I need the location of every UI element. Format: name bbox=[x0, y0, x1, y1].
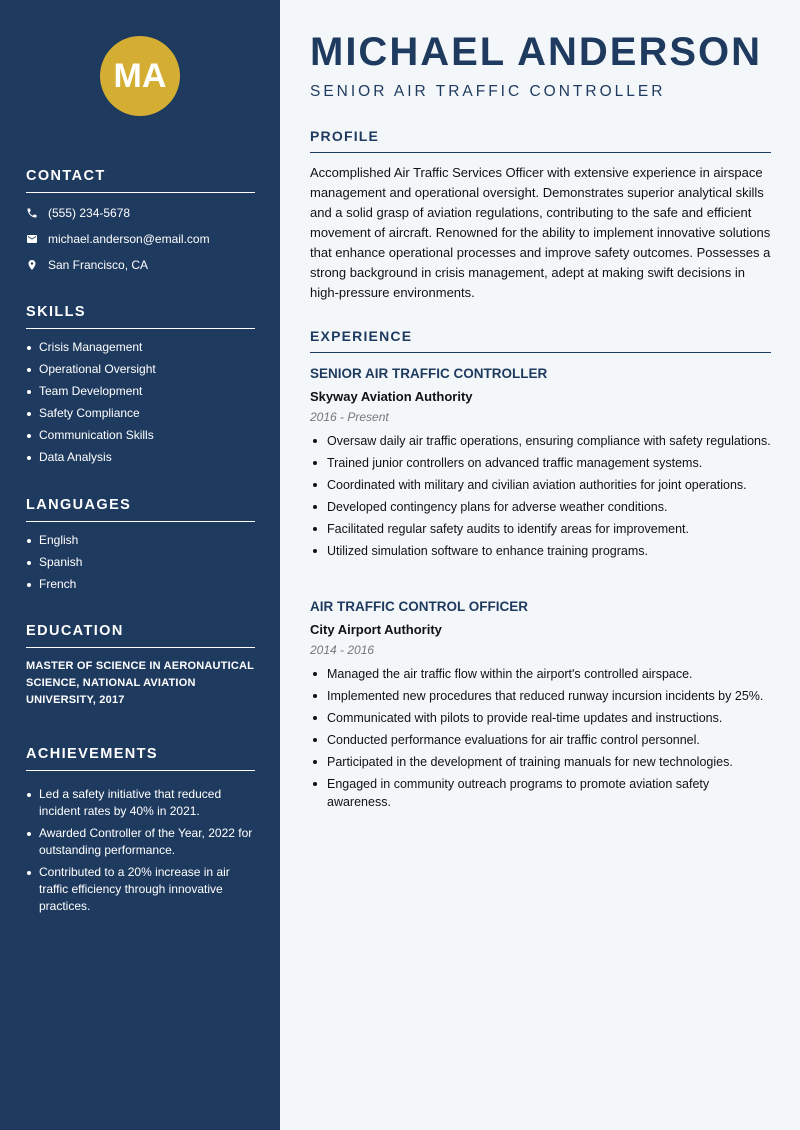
skills-heading: SKILLS bbox=[26, 304, 255, 329]
skills-list bbox=[26, 339, 255, 466]
phone-icon bbox=[26, 207, 48, 219]
profile-section bbox=[310, 128, 771, 303]
job-entry bbox=[310, 366, 771, 564]
job-bullet: Conducted performance evaluations for air traffic control personnel. bbox=[310, 731, 771, 749]
job-entry bbox=[310, 599, 771, 815]
contact-location bbox=[26, 252, 255, 278]
achievement-item: Awarded Controller of the Year, 2022 for outstanding performance. bbox=[26, 825, 255, 859]
phone-text: (555) 234-5678 bbox=[48, 206, 131, 220]
language-item: French bbox=[26, 576, 255, 593]
job-dates: 2016 - Present bbox=[310, 410, 389, 424]
skill-item: Safety Compliance bbox=[26, 405, 255, 422]
location-text: San Francisco, CA bbox=[48, 258, 149, 272]
achievements-list bbox=[26, 786, 255, 915]
job-bullet: Utilized simulation software to enhance training programs. bbox=[310, 542, 771, 560]
avatar: MA bbox=[100, 36, 180, 116]
languages-section bbox=[26, 497, 255, 598]
achievements-heading: ACHIEVEMENTS bbox=[26, 746, 255, 771]
email-icon bbox=[26, 233, 48, 245]
achievement-item: Contributed to a 20% increase in air traffic efficiency through innovative practices. bbox=[26, 864, 255, 915]
job-bullet: Oversaw daily air traffic operations, ensuring compliance with safety regulations. bbox=[310, 432, 771, 450]
profile-heading: PROFILE bbox=[310, 128, 771, 153]
job-company: Skyway Aviation Authority bbox=[310, 389, 473, 404]
job-bullet: Trained junior controllers on advanced traffic management systems. bbox=[310, 454, 771, 472]
skill-item: Crisis Management bbox=[26, 339, 255, 356]
sidebar bbox=[0, 0, 280, 1130]
profile-text: Accomplished Air Traffic Services Officer with extensive experience in airspace management and operational oversight. Demonstrates superior analytical skills and a solid grasp of aviation regulations, contributing to the safe and efficient movement of aircraft. Renowned for the ability to implement innovative solutions that enhance operational processes and improve safety outcomes. Possesses a strong background in crisis management, adept at making swift decisions in high-pressure environments. bbox=[310, 165, 771, 300]
job-bullet: Implemented new procedures that reduced runway incursion incidents by 25%. bbox=[310, 687, 771, 705]
job-role: SENIOR AIR TRAFFIC CONTROLLER bbox=[310, 366, 548, 381]
contact-phone bbox=[26, 200, 255, 226]
contact-email bbox=[26, 226, 255, 252]
languages-heading: LANGUAGES bbox=[26, 497, 255, 522]
contact-section bbox=[26, 168, 255, 278]
job-bullet: Facilitated regular safety audits to identify areas for improvement. bbox=[310, 520, 771, 538]
skill-item: Team Development bbox=[26, 383, 255, 400]
education-heading: EDUCATION bbox=[26, 623, 255, 648]
job-bullet: Communicated with pilots to provide real-time updates and instructions. bbox=[310, 709, 771, 727]
language-item: Spanish bbox=[26, 554, 255, 571]
education-text: MASTER OF SCIENCE IN AERONAUTICAL SCIENCE, NATIONAL AVIATION UNIVERSITY, 2017 bbox=[26, 660, 254, 706]
email-text: michael.anderson@email.com bbox=[48, 232, 210, 246]
candidate-title: SENIOR AIR TRAFFIC CONTROLLER bbox=[310, 83, 666, 100]
candidate-name: MICHAEL ANDERSON bbox=[310, 30, 763, 74]
education-section bbox=[26, 623, 255, 709]
location-pin-icon bbox=[26, 259, 48, 271]
languages-list bbox=[26, 532, 255, 593]
job-bullet: Participated in the development of training manuals for new technologies. bbox=[310, 753, 771, 771]
job-company: City Airport Authority bbox=[310, 622, 442, 637]
job-dates: 2014 - 2016 bbox=[310, 643, 375, 657]
job-bullet: Developed contingency plans for adverse weather conditions. bbox=[310, 498, 771, 516]
job-bullets bbox=[310, 665, 771, 811]
skill-item: Data Analysis bbox=[26, 449, 255, 466]
job-bullets bbox=[310, 432, 771, 560]
skills-section bbox=[26, 304, 255, 471]
skill-item: Communication Skills bbox=[26, 427, 255, 444]
achievement-item: Led a safety initiative that reduced incident rates by 40% in 2021. bbox=[26, 786, 255, 820]
skill-item: Operational Oversight bbox=[26, 361, 255, 378]
contact-heading: CONTACT bbox=[26, 168, 255, 193]
experience-section bbox=[310, 328, 771, 353]
job-bullet: Engaged in community outreach programs to promote aviation safety awareness. bbox=[310, 775, 771, 811]
job-bullet: Managed the air traffic flow within the airport's controlled airspace. bbox=[310, 665, 771, 683]
language-item: English bbox=[26, 532, 255, 549]
job-role: AIR TRAFFIC CONTROL OFFICER bbox=[310, 599, 528, 614]
experience-heading: EXPERIENCE bbox=[310, 328, 771, 353]
achievements-section bbox=[26, 746, 255, 920]
job-bullet: Coordinated with military and civilian aviation authorities for joint operations. bbox=[310, 476, 771, 494]
